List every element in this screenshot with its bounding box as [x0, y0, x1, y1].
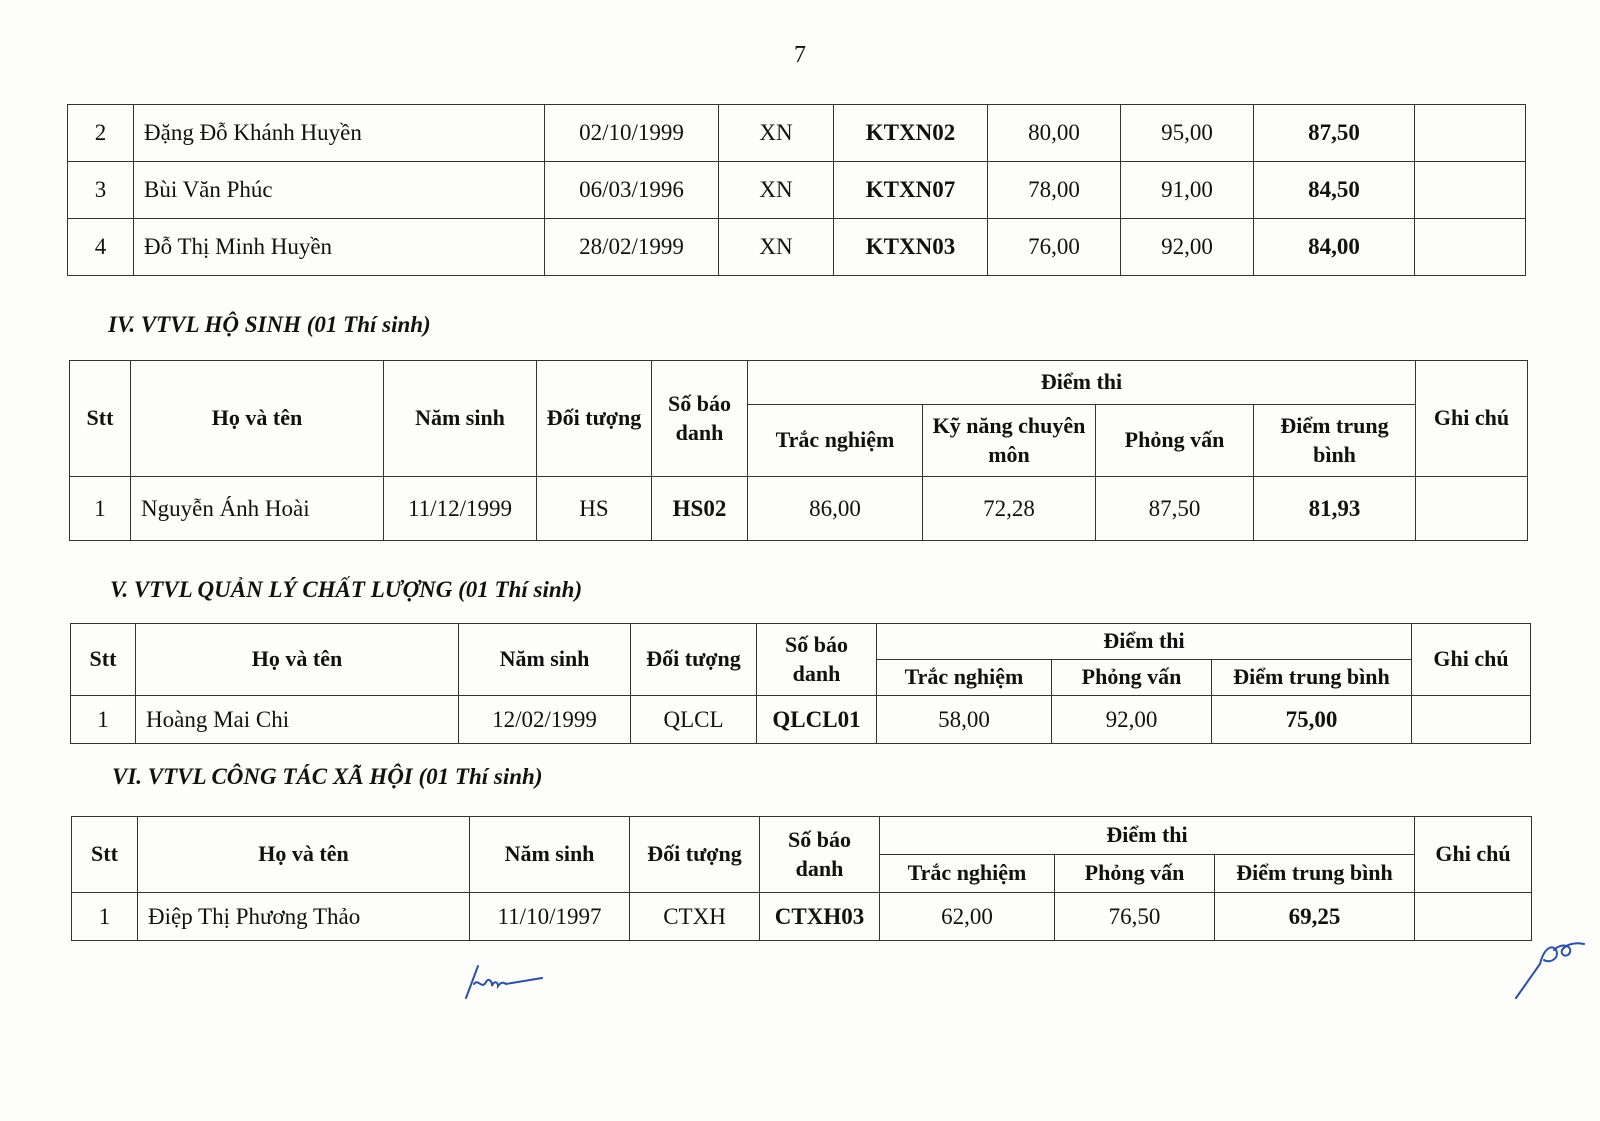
header-scores: Điểm thi [748, 361, 1416, 405]
header-mcq: Trắc nghiệm [748, 405, 923, 477]
cell-group: XN [719, 219, 834, 276]
cell-group: XN [719, 105, 834, 162]
continued-results-table [67, 104, 1526, 276]
header-stt: Stt [72, 817, 138, 893]
cell-dob: 02/10/1999 [545, 105, 719, 162]
header-stt: Stt [71, 624, 136, 696]
cell-mcq: 86,00 [748, 477, 923, 541]
cell-sbd: KTXN02 [834, 105, 988, 162]
header-dob: Năm sinh [459, 624, 631, 696]
cell-dob: 06/03/1996 [545, 162, 719, 219]
header-avg: Điểm trung bình [1212, 660, 1412, 696]
header-dob: Năm sinh [470, 817, 630, 893]
cell-avg: 84,50 [1254, 162, 1415, 219]
header-name: Họ và tên [136, 624, 459, 696]
cell-note [1416, 477, 1528, 541]
header-group: Đối tượng [631, 624, 757, 696]
cell-group: CTXH [630, 893, 760, 941]
section-4-table [69, 360, 1528, 541]
header-sbd: Số báo danh [757, 624, 877, 696]
cell-mcq: 58,00 [877, 696, 1052, 744]
cell-avg: 84,00 [1254, 219, 1415, 276]
cell-s1: 78,00 [988, 162, 1121, 219]
header-interview: Phỏng vấn [1052, 660, 1212, 696]
cell-dob: 11/10/1997 [470, 893, 630, 941]
table-row [68, 219, 1526, 276]
header-avg: Điểm trung bình [1215, 855, 1415, 893]
cell-name: Hoàng Mai Chi [136, 696, 459, 744]
cell-s2: 92,00 [1121, 219, 1254, 276]
header-skill: Kỹ năng chuyên môn [923, 405, 1096, 477]
cell-group: XN [719, 162, 834, 219]
cell-avg: 87,50 [1254, 105, 1415, 162]
header-sbd: Số báo danh [760, 817, 880, 893]
cell-sbd: HS02 [652, 477, 748, 541]
header-sbd: Số báo danh [652, 361, 748, 477]
cell-s2: 91,00 [1121, 162, 1254, 219]
cell-interview: 92,00 [1052, 696, 1212, 744]
cell-dob: 11/12/1999 [384, 477, 537, 541]
cell-group: QLCL [631, 696, 757, 744]
cell-s1: 76,00 [988, 219, 1121, 276]
cell-note [1415, 162, 1526, 219]
cell-name: Bùi Văn Phúc [134, 162, 545, 219]
header-interview: Phỏng vấn [1055, 855, 1215, 893]
header-stt: Stt [70, 361, 131, 477]
cell-dob: 12/02/1999 [459, 696, 631, 744]
header-name: Họ và tên [138, 817, 470, 893]
cell-stt: 1 [71, 696, 136, 744]
header-mcq: Trắc nghiệm [877, 660, 1052, 696]
section-6-table [71, 816, 1532, 941]
header-group: Đối tượng [537, 361, 652, 477]
cell-stt: 1 [72, 893, 138, 941]
header-dob: Năm sinh [384, 361, 537, 477]
cell-stt: 2 [68, 105, 134, 162]
cell-avg: 81,93 [1254, 477, 1416, 541]
cell-name: Đỗ Thị Minh Huyền [134, 219, 545, 276]
handwritten-initials-left [462, 960, 552, 1004]
cell-interview: 87,50 [1096, 477, 1254, 541]
cell-sbd: QLCL01 [757, 696, 877, 744]
cell-s2: 95,00 [1121, 105, 1254, 162]
header-note: Ghi chú [1416, 361, 1528, 477]
header-note: Ghi chú [1415, 817, 1532, 893]
header-group: Đối tượng [630, 817, 760, 893]
header-scores: Điểm thi [880, 817, 1415, 855]
header-name: Họ và tên [131, 361, 384, 477]
cell-note [1415, 219, 1526, 276]
section-5-table [70, 623, 1531, 744]
cell-name: Đặng Đỗ Khánh Huyền [134, 105, 545, 162]
cell-note [1415, 105, 1526, 162]
cell-sbd: KTXN07 [834, 162, 988, 219]
cell-name: Điệp Thị Phương Thảo [138, 893, 470, 941]
header-mcq: Trắc nghiệm [880, 855, 1055, 893]
cell-name: Nguyễn Ánh Hoài [131, 477, 384, 541]
cell-sbd: KTXN03 [834, 219, 988, 276]
header-scores: Điểm thi [877, 624, 1412, 660]
cell-dob: 28/02/1999 [545, 219, 719, 276]
header-note: Ghi chú [1412, 624, 1531, 696]
section-5-title: V. VTVL QUẢN LÝ CHẤT LƯỢNG (01 Thí sinh) [110, 577, 583, 602]
cell-s1: 80,00 [988, 105, 1121, 162]
handwritten-initials-right [1510, 918, 1590, 1002]
section-4-title: IV. VTVL HỘ SINH (01 Thí sinh) [108, 312, 431, 337]
table-row [68, 105, 1526, 162]
header-interview: Phỏng vấn [1096, 405, 1254, 477]
table-row [68, 162, 1526, 219]
cell-mcq: 62,00 [880, 893, 1055, 941]
cell-interview: 76,50 [1055, 893, 1215, 941]
header-avg: Điểm trung bình [1254, 405, 1416, 477]
cell-stt: 4 [68, 219, 134, 276]
cell-avg: 75,00 [1212, 696, 1412, 744]
table-row [72, 893, 1532, 941]
cell-group: HS [537, 477, 652, 541]
section-6-title: VI. VTVL CÔNG TÁC XÃ HỘI (01 Thí sinh) [112, 764, 543, 789]
cell-avg: 69,25 [1215, 893, 1415, 941]
table-row [71, 696, 1531, 744]
cell-note [1412, 696, 1531, 744]
cell-sbd: CTXH03 [760, 893, 880, 941]
cell-stt: 3 [68, 162, 134, 219]
cell-stt: 1 [70, 477, 131, 541]
table-row [70, 477, 1528, 541]
cell-skill: 72,28 [923, 477, 1096, 541]
page-number: 7 [794, 42, 806, 68]
